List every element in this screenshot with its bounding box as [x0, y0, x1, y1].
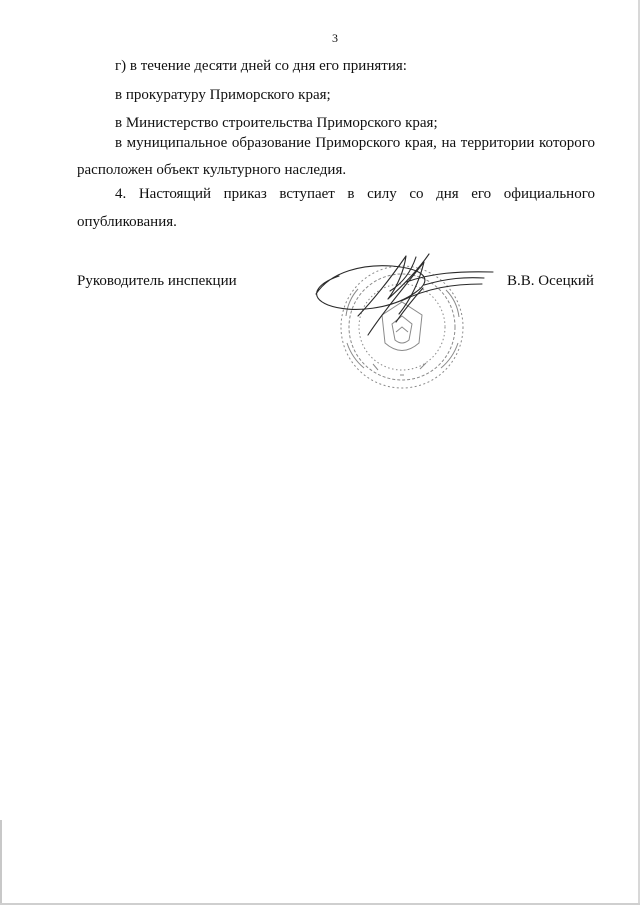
official-seal-with-signature — [308, 242, 498, 392]
signatory-name: В.В. Осецкий — [507, 273, 594, 289]
signatory-role: Руководитель инспекции — [77, 273, 237, 289]
paragraph-effective-line2: опубликования. — [77, 214, 177, 230]
paragraph-ministry: в Министерство строительства Приморского края; — [115, 115, 438, 131]
paragraph-deadline: г) в течение десяти дней со дня его принятия: — [115, 58, 407, 74]
paragraph-municipality-line2: расположен объект культурного наследия. — [77, 162, 347, 178]
signature-icon — [316, 254, 493, 335]
paragraph-municipality-line1: в муниципальное образование Приморского края, на территории которого — [115, 135, 595, 151]
scan-left-edge — [0, 820, 2, 905]
official-seal-icon — [341, 266, 463, 388]
paragraph-effective-line1: 4. Настоящий приказ вступает в силу со дня его официального — [115, 186, 595, 202]
paragraph-prosecutor: в прокуратуру Приморского края; — [115, 87, 331, 103]
page-number: 3 — [332, 31, 338, 45]
